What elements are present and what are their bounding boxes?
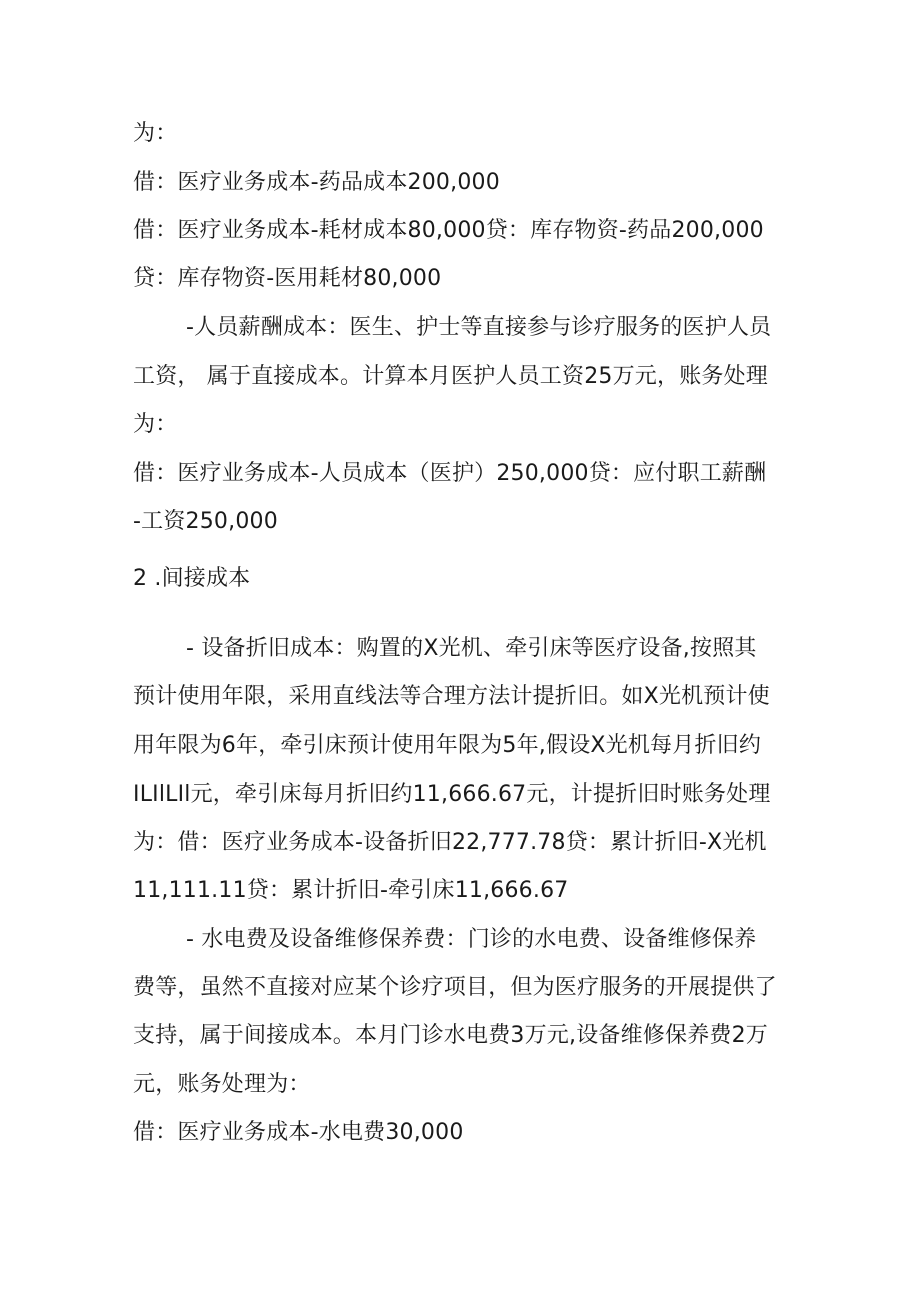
text-line: 为：借：医疗业务成本-设备折旧22,777.78贷：累计折旧-X光机 — [133, 830, 767, 855]
text-line: 预计使用年限，采用直线法等合理方法计提折旧。如X光机预计使 — [133, 684, 770, 709]
section-heading: 2 .间接成本 — [133, 566, 251, 591]
text-line: 借：医疗业务成本-耗材成本80,000贷：库存物资-药品200,000 — [133, 218, 764, 243]
text-line: 贷：库存物资-医用耗材80,000 — [133, 266, 442, 291]
text-line: - 设备折旧成本：购置的X光机、牵引床等医疗设备,按照其 — [186, 636, 757, 661]
text-line: 费等，虽然不直接对应某个诊疗项目，但为医疗服务的开展提供了 — [133, 975, 777, 1000]
text-line: -工资250,000 — [133, 509, 278, 534]
text-line: 用年限为6年，牵引床预计使用年限为5年,假设X光机每月折旧约 — [133, 733, 762, 758]
text-line: 元，账务处理为： — [133, 1072, 311, 1097]
text-line: 为： — [133, 121, 178, 146]
text-line: 借：医疗业务成本-人员成本（医护）250,000贷：应付职工薪酬 — [133, 461, 767, 486]
text-line: -人员薪酬成本：医生、护士等直接参与诊疗服务的医护人员 — [186, 315, 772, 340]
text-line: - 水电费及设备维修保养费：门诊的水电费、设备维修保养 — [186, 927, 757, 952]
text-line: 借：医疗业务成本-水电费30,000 — [133, 1120, 464, 1145]
text-line: 为： — [133, 412, 178, 437]
text-line: ILIlLIl元，牵引床每月折旧约11,666.67元，计提折旧时账务处理 — [133, 782, 771, 807]
text-line: 11,111.11贷：累计折旧-牵引床11,666.67 — [133, 878, 569, 903]
text-line: 支持，属于间接成本。本月门诊水电费3万元,设备维修保养费2万 — [133, 1023, 768, 1048]
text-line: 工资， 属于直接成本。计算本月医护人员工资25万元，账务处理 — [133, 364, 768, 389]
text-line: 借：医疗业务成本-药品成本200,000 — [133, 170, 500, 195]
